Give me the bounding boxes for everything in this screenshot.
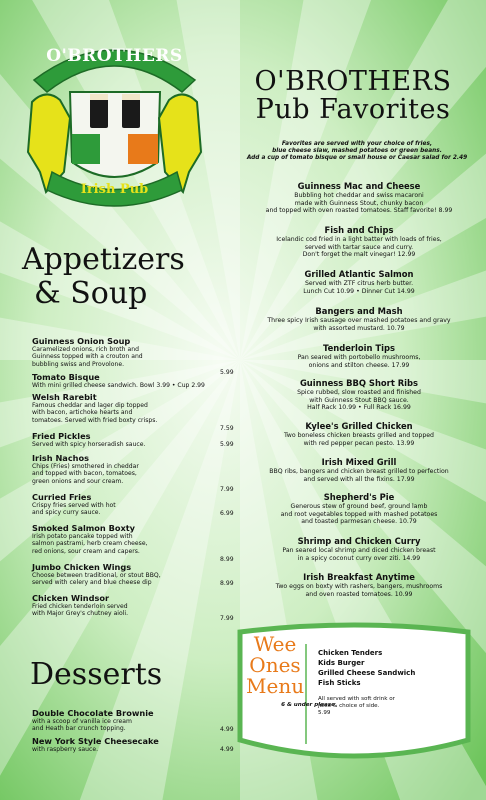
favorite-item-desc: Three spicy Irish sausage over mashed potatoes and gravy: [267, 317, 451, 324]
appetizer-item-price: 6.99: [220, 510, 234, 517]
favorite-item-name: Kylee's Grilled Chicken: [305, 421, 413, 431]
wee-ones-title-line2: Ones: [249, 653, 301, 677]
appetizer-item-name: Smoked Salmon Boxty: [32, 523, 136, 533]
favorite-item-desc: Icelandic cod fried in a light batter with loads of fries,: [276, 236, 442, 243]
dessert-item-price: 4.99: [220, 746, 234, 753]
desserts-title: Desserts: [30, 657, 163, 692]
favorites-intro-line2: blue cheese slaw, mashed potatoes or green beans.: [272, 148, 442, 155]
favorite-item: [244, 492, 474, 526]
page-title: [228, 68, 478, 124]
appetizer-item-desc: bubbling swiss and Provolone.: [32, 360, 125, 368]
logo-tagline: Irish Pub: [80, 182, 149, 197]
favorite-item: [244, 306, 474, 332]
favorite-item-desc: onions and stilton cheese. 17.99: [308, 361, 410, 369]
favorite-item-desc: made with Guinness Stout, chunky bacon: [294, 199, 424, 207]
appetizer-item-price: 5.99: [220, 441, 234, 448]
dessert-item: [32, 736, 232, 753]
wee-ones-items: [318, 648, 468, 688]
appetizer-item-desc: Choose between traditional, or stout BBQ,: [32, 572, 161, 579]
favorite-item-desc: Half Rack 10.99 • Full Rack 16.99: [307, 404, 411, 412]
appetizer-item-desc: red onions, sour cream and capers.: [32, 547, 140, 555]
wee-ones-item: Fish Sticks: [318, 679, 361, 687]
favorite-item-name: Guinness Mac and Cheese: [297, 181, 421, 191]
favorite-item-desc: Two boneless chicken breasts grilled and topped: [284, 432, 434, 439]
appetizer-item: [32, 431, 232, 448]
favorite-item-desc: Pan seared local shrimp and diced chicken breast: [282, 547, 436, 554]
appetizers-title-line2: & Soup: [34, 276, 148, 311]
appetizer-item: [32, 372, 232, 389]
favorite-item: [244, 421, 474, 447]
appetizer-item-desc: With mini grilled cheese sandwich. Bowl 3.99 • Cup 2.99: [32, 382, 205, 389]
wee-ones-note: [318, 696, 468, 718]
wee-ones-title-line3: Menu: [246, 674, 305, 698]
favorite-item-name: Bangers and Mash: [315, 306, 403, 316]
favorite-item-desc: with red pepper pecan pesto. 13.99: [303, 439, 415, 447]
appetizer-item-name: Fried Pickles: [32, 431, 91, 441]
favorite-item-name: Fish and Chips: [324, 225, 394, 235]
favorite-item-desc: and served with all the fixins. 17.99: [303, 475, 415, 483]
appetizer-item-price: 7.99: [220, 486, 234, 493]
wee-ones-item: Chicken Tenders: [318, 649, 383, 657]
favorite-item-desc: Spice rubbed, slow roasted and finished: [297, 389, 421, 396]
appetizer-item-desc: with bacon, artichoke hearts and: [32, 409, 133, 417]
dessert-item-name: New York Style Cheesecake: [32, 736, 159, 746]
favorite-item-name: Guinness BBQ Short Ribs: [299, 378, 419, 388]
favorite-item: [244, 225, 474, 259]
favorite-item-desc: and topped with oven roasted tomatoes. Staff favorite! 8.99: [265, 207, 453, 215]
favorite-item-desc: served with tartar sauce and curry.: [304, 243, 414, 251]
favorite-item-name: Irish Breakfast Anytime: [303, 572, 415, 582]
favorite-item-name: Tenderloin Tips: [323, 343, 395, 353]
favorite-item-desc: and toasted parmesan cheese. 10.79: [301, 518, 417, 526]
appetizer-item-price: 8.99: [220, 556, 234, 563]
appetizer-item-desc: with Major Grey's chutney aioli.: [32, 610, 129, 618]
favorite-item-name: Irish Mixed Grill: [321, 457, 397, 467]
appetizer-item-desc: Caramelized onions, rich broth and: [32, 346, 139, 353]
favorite-item: [244, 378, 474, 412]
dessert-item-desc: and Heath bar crunch topping.: [32, 725, 126, 733]
appetizer-item-name: Guinness Onion Soup: [32, 336, 131, 346]
pub-logo: [12, 22, 217, 212]
appetizer-item-desc: Guinness topped with a crouton and: [32, 353, 143, 361]
favorite-item: [244, 457, 474, 483]
favorite-item-name: Grilled Atlantic Salmon: [304, 269, 414, 279]
appetizer-item-name: Curried Fries: [32, 492, 92, 502]
wee-ones-note-line2: juice & choice of side.: [318, 703, 380, 710]
favorite-item: [244, 181, 474, 215]
favorite-item-desc: Generous stew of ground beef, ground lamb: [290, 503, 428, 510]
page-title-line1: O'BROTHERS: [254, 66, 452, 97]
favorite-item-desc: in a spicy coconut curry over ziti. 14.99: [297, 554, 421, 562]
appetizer-item-price: 7.99: [220, 615, 234, 622]
favorite-item: [244, 572, 474, 598]
wee-ones-item: Kids Burger: [318, 659, 365, 667]
appetizer-item-desc: salmon pastrami, herb cream cheese,: [32, 540, 148, 548]
appetizer-item: [32, 336, 234, 376]
appetizer-item-desc: served with celery and blue cheese dip: [32, 579, 152, 587]
favorite-item-name: Shepherd's Pie: [323, 492, 395, 502]
wee-ones-title: [246, 634, 304, 697]
favorite-item-desc: Don't forget the malt vinegar! 12.99: [302, 251, 416, 259]
appetizer-item: [32, 453, 234, 493]
appetizer-item-price: 7.59: [220, 425, 234, 432]
favorite-item-desc: Lunch Cut 10.99 • Dinner Cut 14.99: [303, 287, 415, 295]
favorite-item-desc: and oven roasted tomatoes. 10.99: [305, 590, 413, 598]
appetizers-title: [22, 243, 232, 311]
appetizer-item: [32, 593, 234, 622]
favorites-intro: [234, 141, 480, 163]
favorite-item-desc: and root vegetables topped with mashed potatoes: [280, 510, 438, 518]
appetizer-item: [32, 392, 234, 432]
dessert-item: [32, 708, 232, 733]
page-title-line2: Pub Favorites: [255, 94, 451, 125]
dessert-item-price: 4.99: [220, 726, 234, 733]
wee-ones-item: Grilled Cheese Sandwich: [318, 669, 416, 677]
dessert-item-name: Double Chocolate Brownie: [32, 708, 154, 718]
appetizer-item-desc: Fried chicken tenderloin served: [32, 603, 128, 610]
logo-name: O'BROTHERS: [46, 46, 183, 66]
appetizers-title-line1: Appetizers: [22, 242, 185, 277]
dessert-item-desc: with raspberry sauce.: [32, 746, 99, 753]
wee-ones-menu-box: [234, 622, 474, 767]
appetizer-item-name: Welsh Rarebit: [32, 392, 97, 402]
favorite-item-desc: Bubbling hot cheddar and swiss macaroni: [294, 192, 424, 199]
favorite-item-desc: with Guinness Stout BBQ sauce.: [309, 396, 409, 404]
appetizer-item-desc: Chips (Fries) smothered in cheddar: [32, 463, 139, 470]
wee-ones-note-line1: All served with soft drink or: [318, 696, 395, 702]
appetizer-item: [32, 492, 232, 517]
favorite-item-desc: Two eggs on boxty with rashers, bangers, mushrooms: [275, 583, 443, 590]
appetizer-item-desc: Served with spicy horseradish sauce.: [32, 441, 146, 448]
appetizer-item-desc: Famous cheddar and lager dip topped: [32, 402, 148, 409]
appetizer-item-name: Tomato Bisque: [32, 372, 100, 382]
favorite-item-desc: Pan seared with portobello mushrooms,: [297, 354, 421, 361]
favorite-item: [244, 343, 474, 369]
dessert-item-desc: with a scoop of vanilla ice cream: [32, 718, 132, 725]
appetizer-item-desc: and topped with bacon, tomatoes,: [32, 470, 137, 478]
appetizer-item-desc: green onions and sour cream.: [32, 477, 124, 485]
favorites-intro-line3: Add a cup of tomato bisque or small house or Caesar salad for 2.49: [246, 155, 468, 162]
favorite-item-name: Shrimp and Chicken Curry: [297, 536, 421, 546]
favorite-item-desc: with assorted mustard. 10.79: [313, 324, 405, 332]
wee-ones-price: 5.99: [318, 710, 331, 717]
favorites-intro-line1: Favorites are served with your choice of fries,: [281, 141, 433, 147]
appetizer-item: [32, 523, 234, 563]
favorite-item-desc: Served with ZTF citrus herb butter.: [304, 280, 414, 287]
appetizer-item-price: 5.99: [220, 369, 234, 376]
appetizer-item-desc: Crispy fries served with hot: [32, 502, 116, 509]
appetizer-item-name: Chicken Windsor: [32, 593, 110, 603]
favorite-item: [244, 269, 474, 295]
appetizer-item-name: Irish Nachos: [32, 453, 90, 463]
wee-ones-age-note-line1: 6 & under please: [281, 702, 335, 708]
appetizer-item-desc: tomatoes. Served with fried boxty crisps.: [32, 416, 158, 424]
favorite-item: [244, 536, 474, 562]
wee-ones-title-line1: Wee: [253, 632, 297, 656]
favorite-item-desc: BBQ ribs, bangers and chicken breast grilled to perfection: [269, 468, 449, 475]
appetizer-item-desc: and spicy curry sauce.: [32, 509, 101, 517]
appetizer-item-desc: Irish potato pancake topped with: [32, 533, 133, 540]
appetizer-item-name: Jumbo Chicken Wings: [32, 562, 132, 572]
appetizer-item: [32, 562, 232, 587]
appetizer-item-price: 8.99: [220, 580, 234, 587]
